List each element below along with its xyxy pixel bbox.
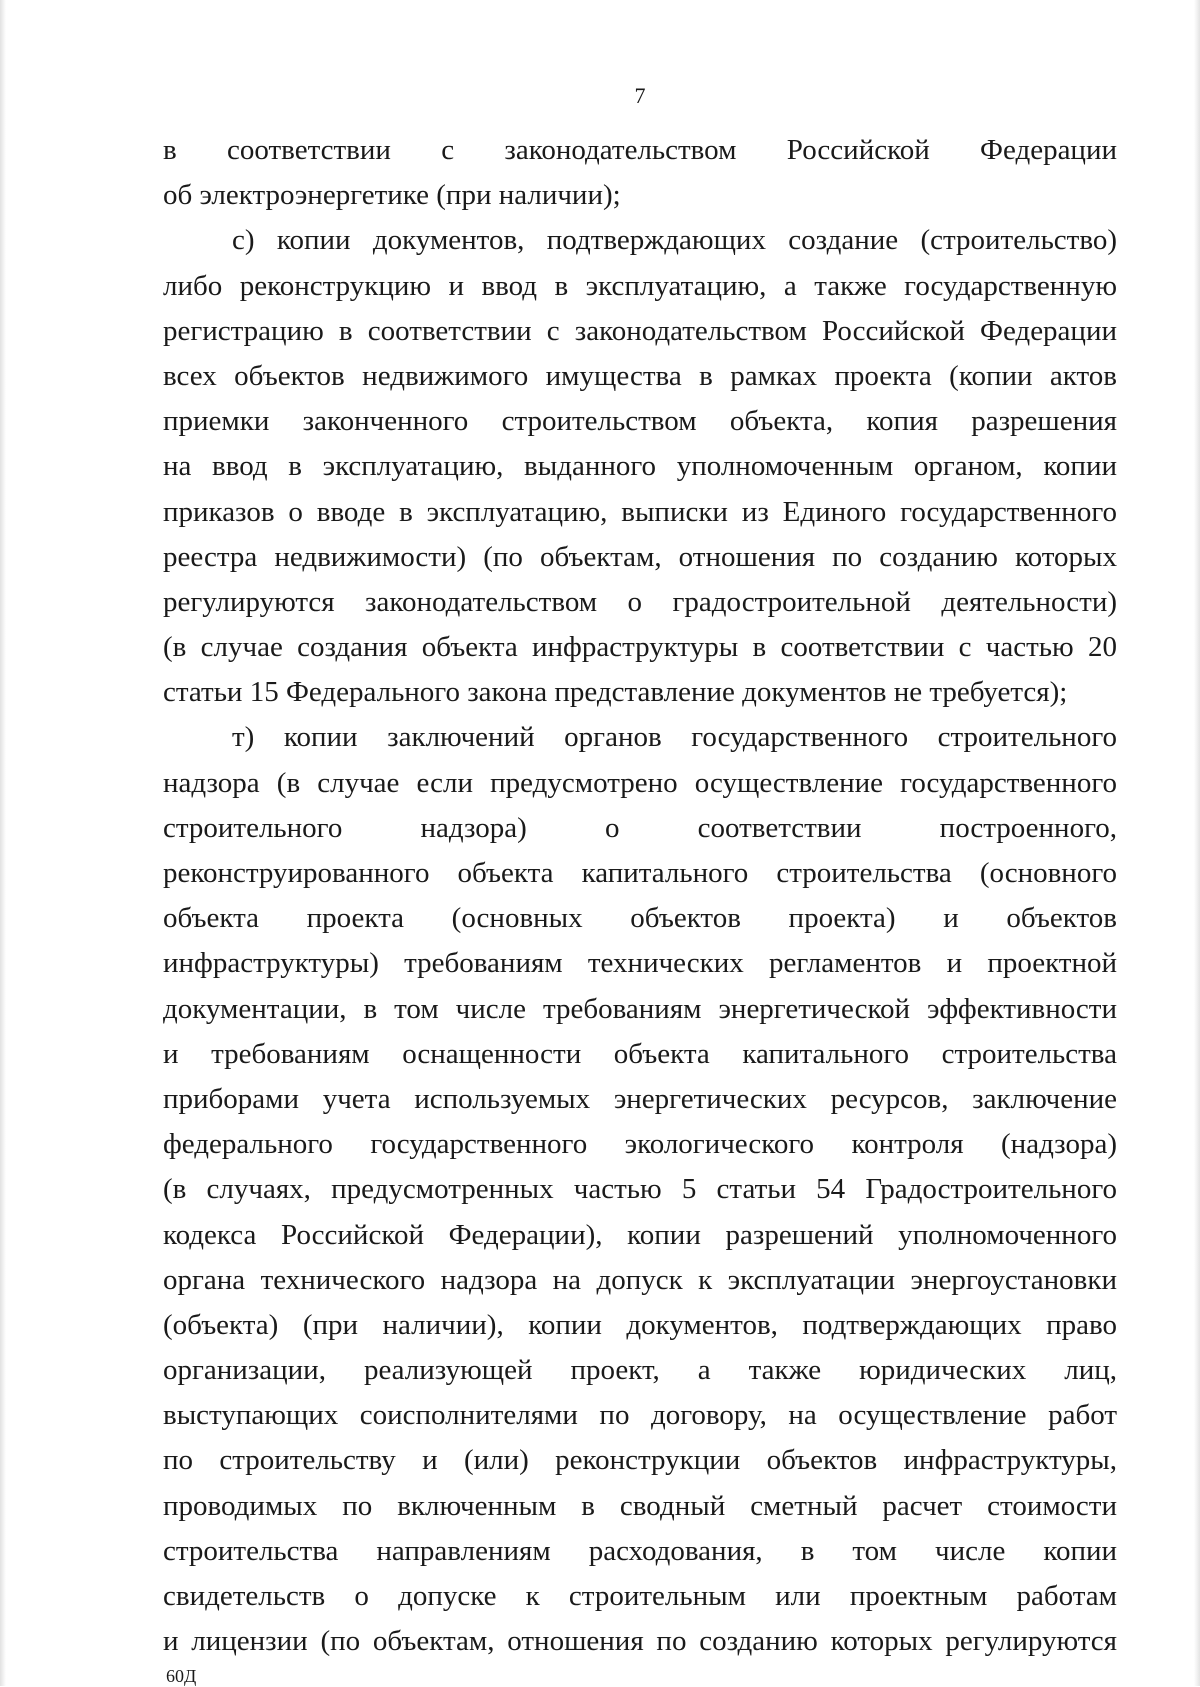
- text-line: инфраструктуры) требованиям технических регламентов и проектной: [163, 947, 1117, 980]
- text-line: статьи 15 Федерального закона представление документов не требуется);: [163, 676, 1068, 709]
- page-number: 7: [634, 83, 646, 108]
- scan-edge-left: [0, 0, 6, 1686]
- text-line: объекта проекта (основных объектов проекта) и объектов: [163, 902, 1117, 935]
- text-line: по строительству и (или) реконструкции объектов инфраструктуры,: [163, 1444, 1117, 1477]
- text-line: (объекта) (при наличии), копии документов, подтверждающих право: [163, 1308, 1117, 1341]
- text-line: реконструированного объекта капитального строительства (основного: [163, 857, 1117, 889]
- scan-edge-right: [1194, 0, 1200, 1686]
- footer-code: 60Д: [166, 1666, 197, 1686]
- text-line: и требованиям оснащенности объекта капитального строительства: [163, 1037, 1117, 1070]
- text-line: с) копии документов, подтверждающих создание (строительство): [232, 224, 1117, 257]
- text-line: кодекса Российской Федерации), копии разрешений уполномоченного: [163, 1218, 1117, 1251]
- text-line: приказов о вводе в эксплуатацию, выписки из Единого государственного: [163, 495, 1117, 528]
- text-line: органа технического надзора на допуск к эксплуатации энергоустановки: [163, 1263, 1117, 1296]
- text-line: регистрацию в соответствии с законодательством Российской Федерации: [163, 314, 1117, 347]
- text-line: т) копии заключений органов государственного строительного: [232, 721, 1117, 754]
- text-line: выступающих соисполнителями по договору, на осуществление работ: [163, 1399, 1117, 1432]
- text-line: приемки законченного строительством объекта, копия разрешения: [163, 405, 1117, 438]
- text-line: в соответствии с законодательством Российской Федерации: [163, 134, 1117, 166]
- text-line: и лицензии (по объектам, отношения по созданию которых регулируются: [163, 1625, 1117, 1658]
- text-line: проводимых по включенным в сводный сметный расчет стоимости: [163, 1489, 1117, 1522]
- text-line: либо реконструкцию и ввод в эксплуатацию, а также государственную: [163, 269, 1117, 302]
- text-line: (в случае создания объекта инфраструктуры в соответствии с частью 20: [163, 631, 1117, 664]
- body-text: [163, 128, 1117, 1664]
- text-line: об электроэнергетике (при наличии);: [163, 179, 621, 212]
- text-line: на ввод в эксплуатацию, выданного уполномоченным органом, копии: [163, 450, 1117, 483]
- text-line: свидетельств о допуске к строительным или проектным работам: [163, 1580, 1117, 1612]
- text-line: документации, в том числе требованиям энергетической эффективности: [163, 992, 1117, 1025]
- text-line: (в случаях, предусмотренных частью 5 статьи 54 Градостроительного: [163, 1173, 1117, 1206]
- text-line: строительного надзора) о соответствии построенного,: [163, 811, 1117, 844]
- text-line: организации, реализующей проект, а также юридических лиц,: [163, 1354, 1117, 1387]
- text-line: строительства направлениям расходования, в том числе копии: [163, 1534, 1117, 1567]
- text-line: приборами учета используемых энергетических ресурсов, заключение: [163, 1082, 1117, 1115]
- text-line: надзора (в случае если предусмотрено осуществление государственного: [163, 766, 1117, 799]
- text-line: федерального государственного экологического контроля (надзора): [163, 1128, 1117, 1161]
- text-line: всех объектов недвижимого имущества в рамках проекта (копии актов: [163, 359, 1117, 392]
- text-line: регулируются законодательством о градостроительной деятельности): [163, 585, 1117, 618]
- text-line: реестра недвижимости) (по объектам, отношения по созданию которых: [163, 540, 1117, 573]
